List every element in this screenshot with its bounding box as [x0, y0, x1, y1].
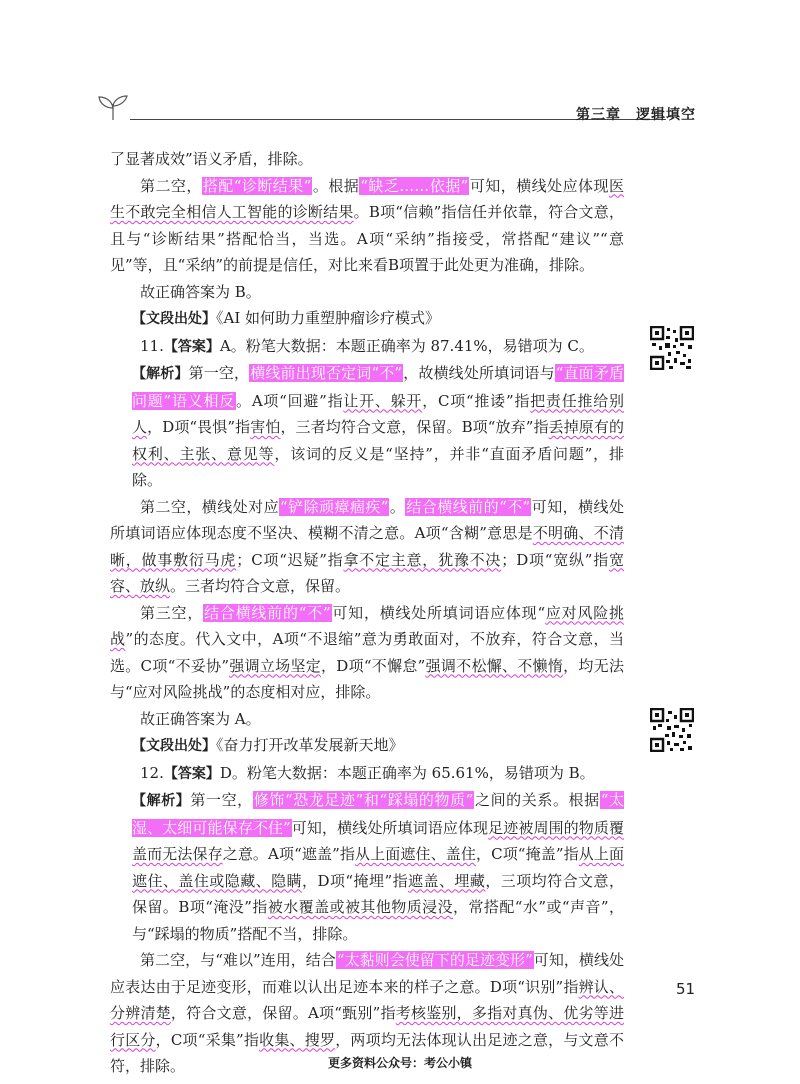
text: 。根据	[312, 176, 360, 195]
page-body	[110, 146, 624, 1080]
paragraph	[110, 173, 624, 279]
footer-note: 更多资料公众号：考公小镇	[327, 1056, 472, 1070]
wavy-underline: 让开、躲开	[343, 391, 423, 410]
wavy-underline: 考核鉴别，多指对真伪、优劣等进行区分	[110, 1004, 624, 1049]
highlight: “缺乏……依据”	[360, 176, 469, 195]
tag-label: 【解析】	[132, 366, 189, 382]
highlight: “太黏则会使留下的足迹变形”	[336, 951, 533, 969]
wavy-underline: 应对风险挑战	[110, 603, 624, 648]
text: 第一空，	[188, 364, 250, 382]
source-title: 《奋力打开改革发展新天地》	[216, 736, 404, 754]
text: 第二空，	[140, 176, 202, 195]
wavy-underline: 遮盖、埋藏	[408, 871, 486, 890]
text: 第二空，横线处对应	[140, 497, 280, 516]
answer-line	[110, 760, 624, 788]
answer-line	[110, 333, 624, 361]
wavy-underline: 辨认、分辨清楚	[110, 977, 624, 1022]
paragraph	[110, 494, 624, 600]
source-line	[132, 305, 624, 333]
text: ，D项“不懈怠”	[321, 656, 426, 675]
chapter-title: 第三章 逻辑填空	[576, 107, 696, 123]
tag-label: 【答案】	[163, 765, 220, 782]
wavy-underline: 不明确、不清晰，做事敷衍马虎	[110, 524, 624, 569]
text: ，D项“掩埋”指	[302, 871, 409, 890]
text: ，两项均无法体现认出足迹之意，与文意不符，排除。	[110, 1030, 624, 1075]
text: ，常搭配“水”或“声音”，与“踩塌的物质”搭配不当，排除。	[132, 898, 624, 943]
wavy-underline: 从上面遮住、盖住或隐藏、隐瞒	[132, 845, 624, 890]
text: 了显著成效”语义矛盾，排除。	[110, 150, 313, 168]
wavy-underline: 医生不敢完全相信人工智能的诊断结果	[110, 176, 624, 221]
text: ，D项“畏惧”指	[147, 418, 251, 436]
running-header	[96, 92, 702, 128]
text: ；C项“迟疑”指	[236, 550, 344, 569]
question-number: 11.	[140, 336, 164, 355]
text: ，该词的反义是“坚持”，并非“直面矛盾问题”，排除。	[132, 444, 624, 489]
wavy-underline: 强调不松懈、不懒惰	[425, 656, 564, 675]
text: 可知，横线处所填词语应体现“	[331, 603, 546, 622]
wavy-underline: 足迹被周围的物质覆盖而无法保存	[132, 818, 624, 863]
text: ，均无法与“应对风险挑战”的态度相对应，排除。	[110, 656, 624, 701]
highlight: “铲除顽瘴痼疾”	[280, 497, 389, 516]
question-number: 12.	[140, 763, 164, 782]
text: 可知，横线处所填词语应体现	[291, 818, 489, 837]
text: ，C项“掩盖”指	[475, 845, 579, 863]
paragraph	[110, 146, 624, 173]
text: 。三者均符合文意，保留。	[170, 577, 351, 595]
paragraph	[132, 360, 624, 494]
page-number: 51	[676, 980, 696, 998]
wavy-underline: 把责任推给别人	[132, 391, 624, 436]
text: 可知，横线处应体现	[469, 176, 609, 195]
highlight: 横线前出现否定词“不”	[250, 364, 403, 382]
text: 故正确答案为 B。	[140, 282, 261, 301]
text: ，三者均符合文意，保留。B项“放弃”指	[280, 418, 549, 436]
wavy-underline: 拿不定主意，犹豫不决	[343, 550, 502, 569]
answer-text: A。粉笔大数据：本题正确率为 87.41%，易错项为 C。	[219, 336, 594, 355]
text: 第二空，与“难以”连用，结合	[140, 951, 336, 969]
highlight: 结合横线前的“不”	[406, 497, 531, 516]
highlight: “太湿、太细可能保存不住”	[132, 791, 624, 837]
wavy-underline: 宽容、放纵	[110, 550, 624, 595]
sprout-icon	[96, 94, 130, 122]
wavy-underline: 被水覆盖或被其他物质浸没	[267, 898, 454, 916]
source-line	[132, 732, 624, 760]
text: 之意。A项“遮盖”指	[222, 845, 356, 863]
paragraph	[110, 279, 624, 306]
tag-label: 【答案】	[163, 338, 220, 355]
wavy-underline: 害怕	[250, 418, 281, 436]
text: ，故横线处所填词语与	[403, 364, 555, 382]
paragraph	[110, 706, 624, 733]
qr-code-icon[interactable]	[650, 708, 694, 752]
text: ，三项均符合文意，保留。B项“淹没”指	[132, 871, 624, 916]
text: ，符合文意，保留。A项“甄别”指	[170, 1004, 396, 1022]
tag-label: 【解析】	[132, 793, 191, 809]
text: 第一空，	[190, 791, 253, 809]
paragraph	[110, 600, 624, 706]
text: 。A项“回避”指	[236, 391, 344, 410]
highlight: 搭配“诊断结果”	[202, 176, 312, 195]
text: ，C项“推诿”指	[422, 391, 531, 410]
text: 。B项“信赖”指信任并依靠，符合文意，且与“诊断结果”搭配恰当，当选。A项“采纳”指接受，常搭配“建议”“意见”等，且“采纳”的前提是信任，对比来看B项置于此处更为准确，排除。	[110, 203, 624, 274]
text: 之间的关系。根据	[474, 791, 600, 809]
text: ，C项“采集”指	[155, 1030, 260, 1049]
tag-label: 【文段出处】	[132, 311, 216, 327]
highlight: 修饰“恐龙足迹”和“踩塌的物质”	[253, 791, 474, 809]
text: ”的态度。代入文中，A项“不退缩”意为勇敢面对，不放弃，符合文意，当选。C项“不妥协”	[110, 630, 624, 675]
text: 可知，横线处所填词语应体现态度不坚决、模糊不清之意。A项“含糊”意思是	[110, 497, 624, 542]
highlight: 结合横线前的“不”	[204, 603, 331, 622]
text: 故正确答案为 A。	[140, 709, 261, 728]
wavy-underline: 丢掉原有的权利、主张、意见等	[132, 418, 624, 463]
qr-code-icon[interactable]	[650, 326, 694, 370]
highlight: “直面矛盾问题”语义相反	[132, 364, 624, 410]
text: 可知，横线处应表达由于足迹变形，而难以认出足迹本来的样子之意。D项“识别”指	[110, 951, 624, 996]
answer-text: D。粉笔大数据：本题正确率为 65.61%，易错项为 B。	[219, 763, 595, 782]
paragraph	[132, 787, 624, 947]
text: ；D项“宽纵”指	[501, 550, 609, 569]
wavy-underline: 收集、搜罗	[259, 1030, 336, 1049]
text: 。	[389, 497, 406, 516]
wavy-underline: 强调立场坚定	[229, 656, 321, 675]
wavy-underline: 从上面遮住、盖住	[355, 845, 476, 863]
text: 第三空，	[140, 603, 204, 622]
tag-label: 【文段出处】	[132, 738, 216, 754]
source-title: 《AI 如何助力重塑肿瘤诊疗模式》	[216, 309, 441, 327]
